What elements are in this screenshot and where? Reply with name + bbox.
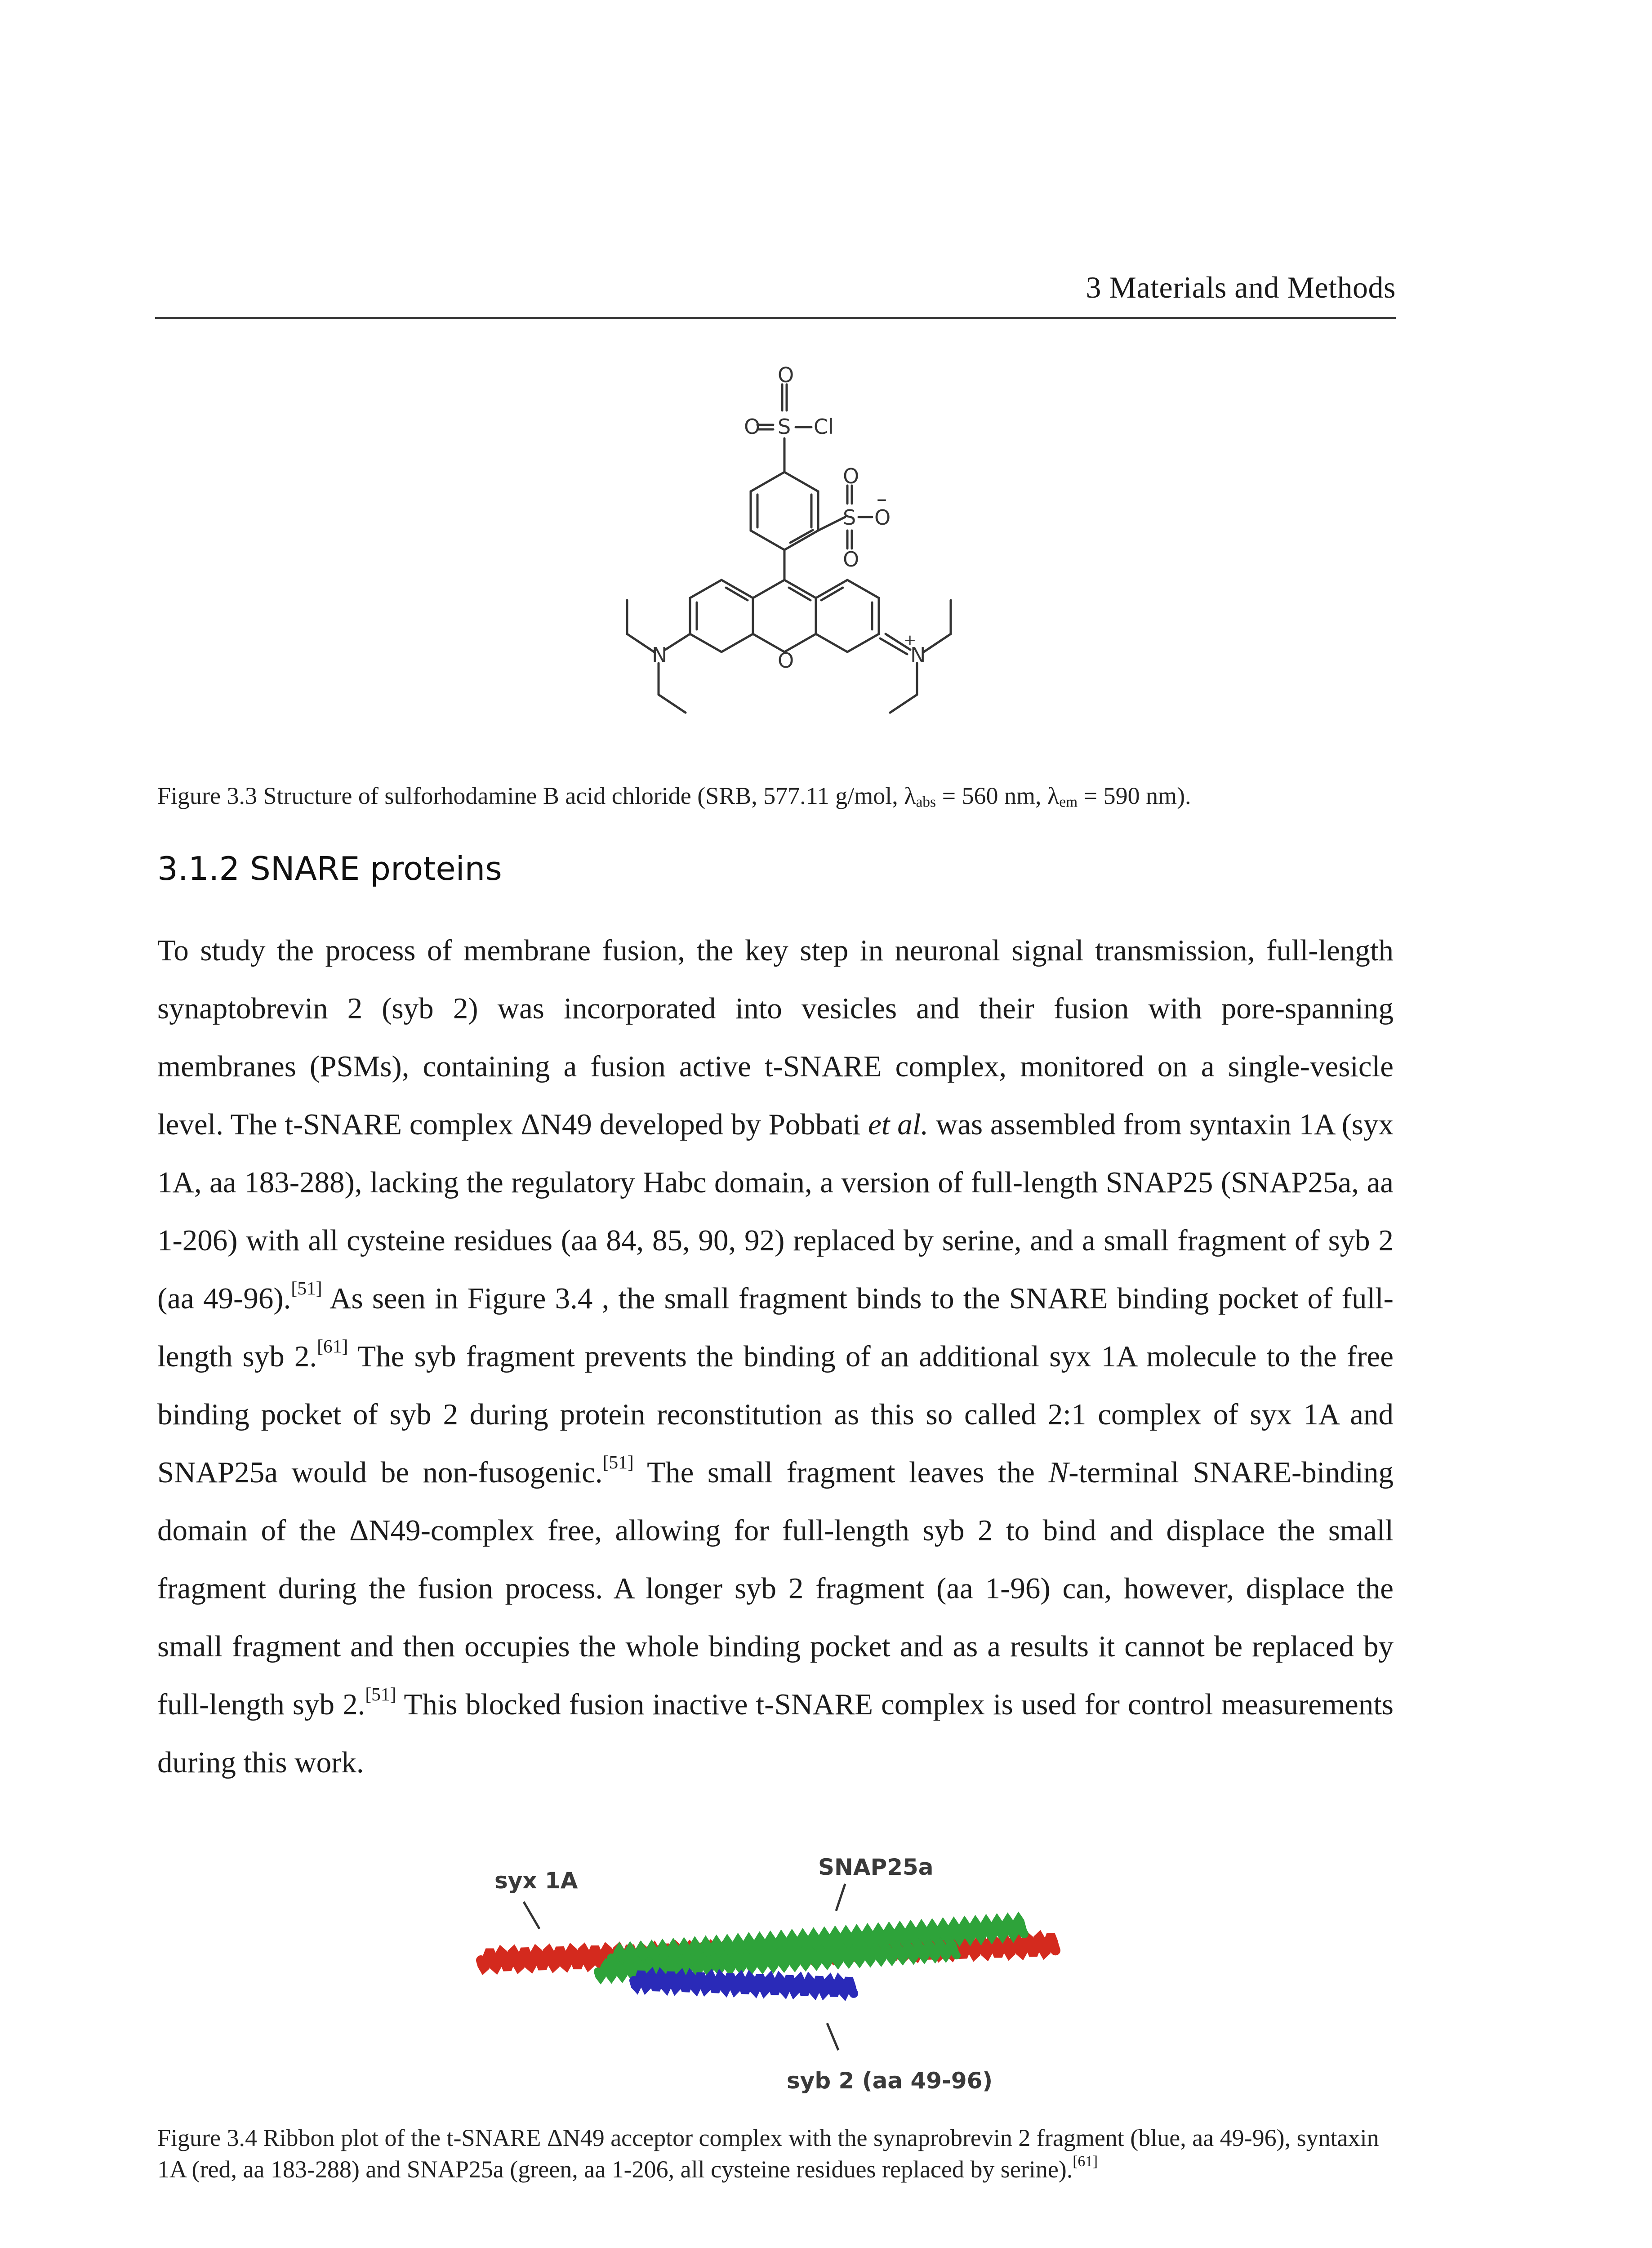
plus-charge: + — [904, 631, 917, 649]
atom-s: S — [843, 505, 856, 530]
figure-3-4-caption: Figure 3.4 Ribbon plot of the t-SNARE ΔN49 acceptor complex with the synaprobrevin 2 fragment (blue, aa 49-96), syntaxin 1A (red, aa 183-288) and SNAP25a (green, aa 1-206, all cysteine residues replaced by serine).[61] — [157, 2124, 1379, 2183]
figure-3-3-caption: Figure 3.3 Structure of sulforhodamine B acid chloride (SRB, 577.11 g/mol, $\lambda_{abs} = 560$ nm, $\lambda_{em} = 590$ nm). — [157, 782, 1191, 811]
atom-o: O — [744, 415, 761, 439]
synaptobrevin-fragment-helix — [634, 1975, 854, 1994]
snare-ribbon-plot — [463, 1852, 1074, 2095]
citation: [51] — [291, 1277, 322, 1298]
atom-n: N — [910, 643, 926, 667]
atom-o: O — [843, 547, 859, 571]
citation: [51] — [365, 1683, 396, 1704]
syx-1a-label: syx 1A — [494, 1868, 578, 1894]
minus-charge: – — [877, 486, 887, 511]
citation: [61] — [1073, 2153, 1098, 2170]
atom-o: O — [778, 648, 794, 673]
atom-cl: Cl — [814, 415, 834, 439]
body-paragraph: To study the process of membrane fusion, the key step in neuronal signal transmission, full-length synaptobrevin 2 (syb 2) was incorporated into vesicles and their fusion with pore-spanning membranes (PSMs), containing a fusion active t-SNARE complex, monitored on a single-vesicle level. The t-SNARE complex ΔN49 developed by Pobbati et al. was assembled from syntaxin 1A (syx 1A, aa 183-288), lacking the regulatory Habc domain, a version of full-length SNAP25 (SNAP25a, aa 1-206) with all cysteine residues (aa 84, 85, 90, 92) replaced by serine, and a small fragment of syb 2 (aa 49-96).[51] As seen in Figure 3.4 , the small fragment binds to the SNARE binding pocket of full-length syb 2.[61] The syb fragment prevents the binding of an additional syx 1A molecule to the free binding pocket of syb 2 during protein reconstitution as this so called 2:1 complex of syx 1A and SNAP25a would be non-fusogenic.[51] The small fragment leaves the N-terminal SNARE-binding domain of the ΔN49-complex free, allowing for full-length syb 2 to bind and displace the small fragment during the fusion process. A longer syb 2 fragment (aa 1-96) can, however, displace the small fragment and then occupies the whole binding pocket and as a results it cannot be replaced by full-length syb 2.[51] This blocked fusion inactive t-SNARE complex is used for control measurements during this work. — [157, 934, 1394, 1779]
atom-s: S — [778, 415, 791, 439]
section-heading: 3.1.2 SNARE proteins — [157, 850, 502, 888]
citation: [51] — [602, 1451, 634, 1472]
atom-o: O — [843, 464, 859, 488]
atom-o: O — [874, 505, 891, 530]
srb-structure-diagram — [575, 357, 980, 762]
header-rule — [155, 317, 1396, 319]
running-header: 3 Materials and Methods — [1086, 270, 1396, 304]
snap25a-label: SNAP25a — [818, 1854, 934, 1880]
syb2-label: syb 2 (aa 49-96) — [787, 2068, 993, 2094]
citation: [61] — [317, 1335, 348, 1356]
atom-n: N — [652, 643, 668, 667]
atom-o: O — [778, 363, 794, 387]
